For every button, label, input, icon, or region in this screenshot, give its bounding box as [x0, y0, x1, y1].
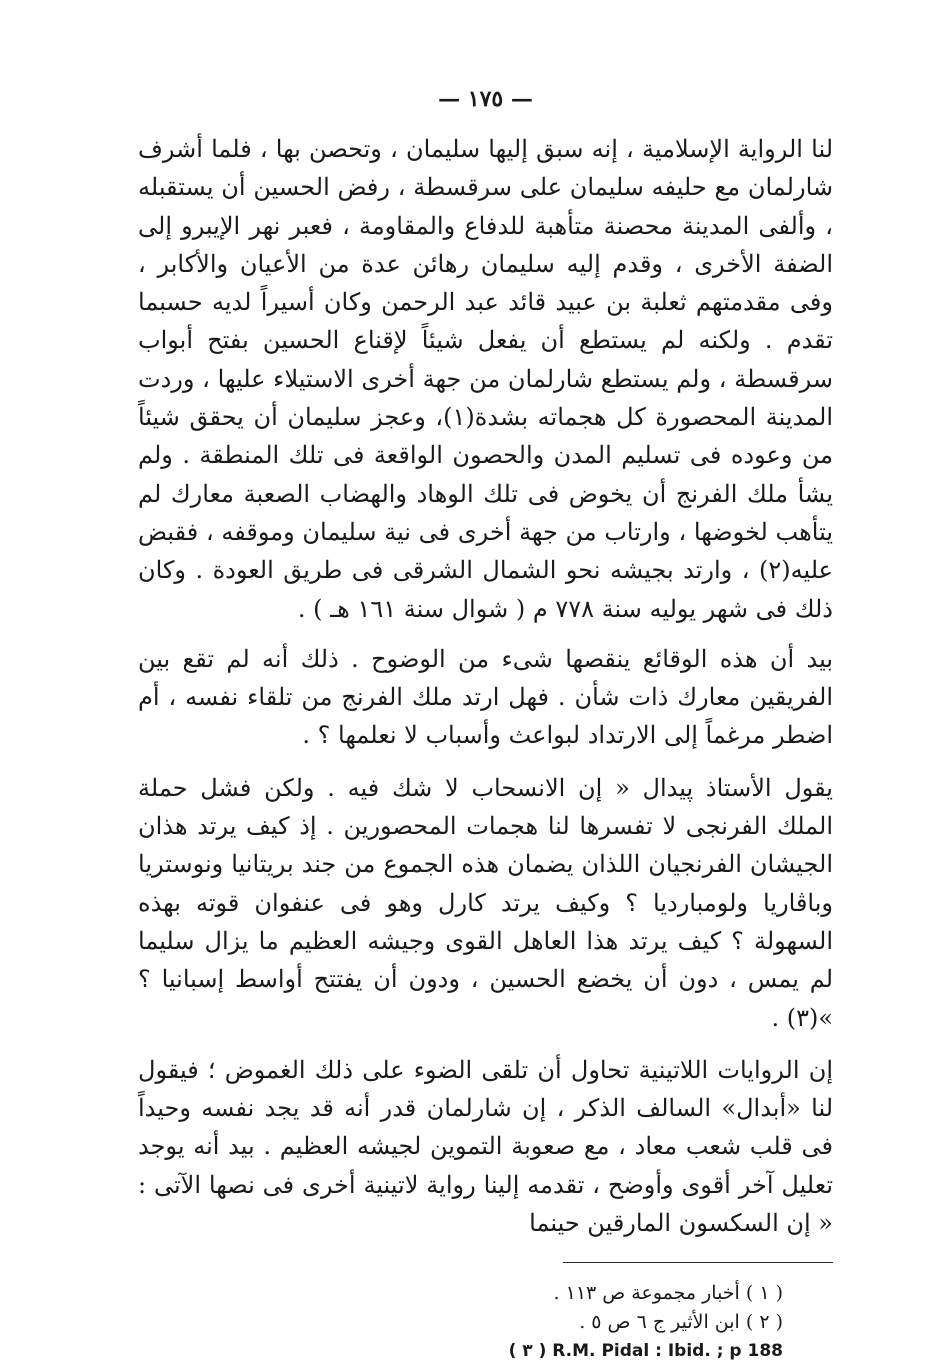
- footnote-3: R.M. Pidal : Ibid. ; p 188 ( ٣ ): [508, 1341, 783, 1362]
- book-page: [138, 78, 833, 1366]
- paragraph-3: يقول الأستاذ پيدال « إن الانسحاب لا شك فيه . ولكن فشل حملة الملك الفرنجى لا تفسرها لنا هجمات المحصورين . إذ كيف يرتد هذان الجيشان الفرنجيان اللذان يضمان هذه الجموع من جند بريتانيا ونوستريا وباڤاريا ولومبارديا ؟ وكيف يرتد كارل وهو فى عنفوان قوته بهذه السهولة ؟ كيف يرتد هذا العاهل القوى وجيشه العظيم ما يزال سليما لم يمس ، دون أن يخضع الحسين ، ودون أن يفتتح أواسط إسبانيا ؟ »(٣) .: [138, 773, 833, 1032]
- paragraph-4: إن الروايات اللاتينية تحاول أن تلقى الضوء على ذلك الغموض ؛ فيقول لنا «أبدال» السالف الذكر ، إن شارلمان قدر أنه قد يجد نفسه وحيداً فى قلب شعب معاد ، مع صعوبة التموين لجيشه العظيم . بيد أنه يوجد تعليل آخر أقوى وأوضح ، تقدمه إلينا رواية لاتينية أخرى فى نصها الآتى : « إن السكسون المارقين حينما: [138, 1055, 833, 1238]
- paragraph-2: بيد أن هذه الوقائع ينقصها شىء من الوضوح . ذلك أنه لم تقع بين الفريقين معارك ذات شأن . فهل ارتد ملك الفرنج من تلقاء نفسه ، أم اضطر مرغماً إلى الارتداد لبواعث وأسباب لا نعلمها ؟ .: [138, 644, 834, 750]
- paragraph-1: لنا الرواية الإسلامية ، إنه سبق إليها سليمان ، وتحصن بها ، فلما أشرف شارلمان مع حليفه سليمان على سرقسطة ، رفض الحسين أن يستقبله ، وألفى المدينة محصنة متأهبة للدفاع والمقاومة ، فعبر نهر الإيبرو إلى الضفة الأخرى ، وقدم إليه سليمان رهائن عدة من الأعيان والأكابر ، وفى مقدمتهم ثعلبة بن عبيد قائد عبد الرحمن وكان أسيراً لديه حسبما تقدم . ولكنه لم يستطع أن يفعل شيئاً لإقناع الحسين بفتح أبواب سرقسطة ، ولم يستطع شارلمان من جهة أخرى الاستيلاء عليها ، وردت المدينة المحصورة كل هجماته بشدة(١)، وعجز سليمان أن يحقق شيئاً من وعوده فى تسليم المدن والحصون الواقعة فى تلك المنطقة . ولم يشأ ملك الفرنج أن يخوض فى تلك الوهاد والهضاب الصعبة معارك لم يتأهب لخوضها ، وارتاب من جهة أخرى فى نية سليمان وموقفه ، فقبض عليه(٢) ، وارتد بجيشه نحو الشمال الشرقى فى طريق العودة . وكان ذلك فى شهر يوليه سنة ٧٧٨ م ( شوال سنة ١٦١ هـ ) .: [138, 135, 833, 623]
- page-number: — ١٧٥ —: [438, 86, 533, 112]
- footnote-1: ( ١ ) أخبار مجموعة ص ١١٣ .: [553, 1282, 783, 1305]
- footnote-2: ( ٢ ) ابن الأثير ج ٦ ص ٥ .: [579, 1311, 783, 1334]
- footnotes: [138, 1279, 833, 1366]
- footnote-divider: [563, 1262, 833, 1263]
